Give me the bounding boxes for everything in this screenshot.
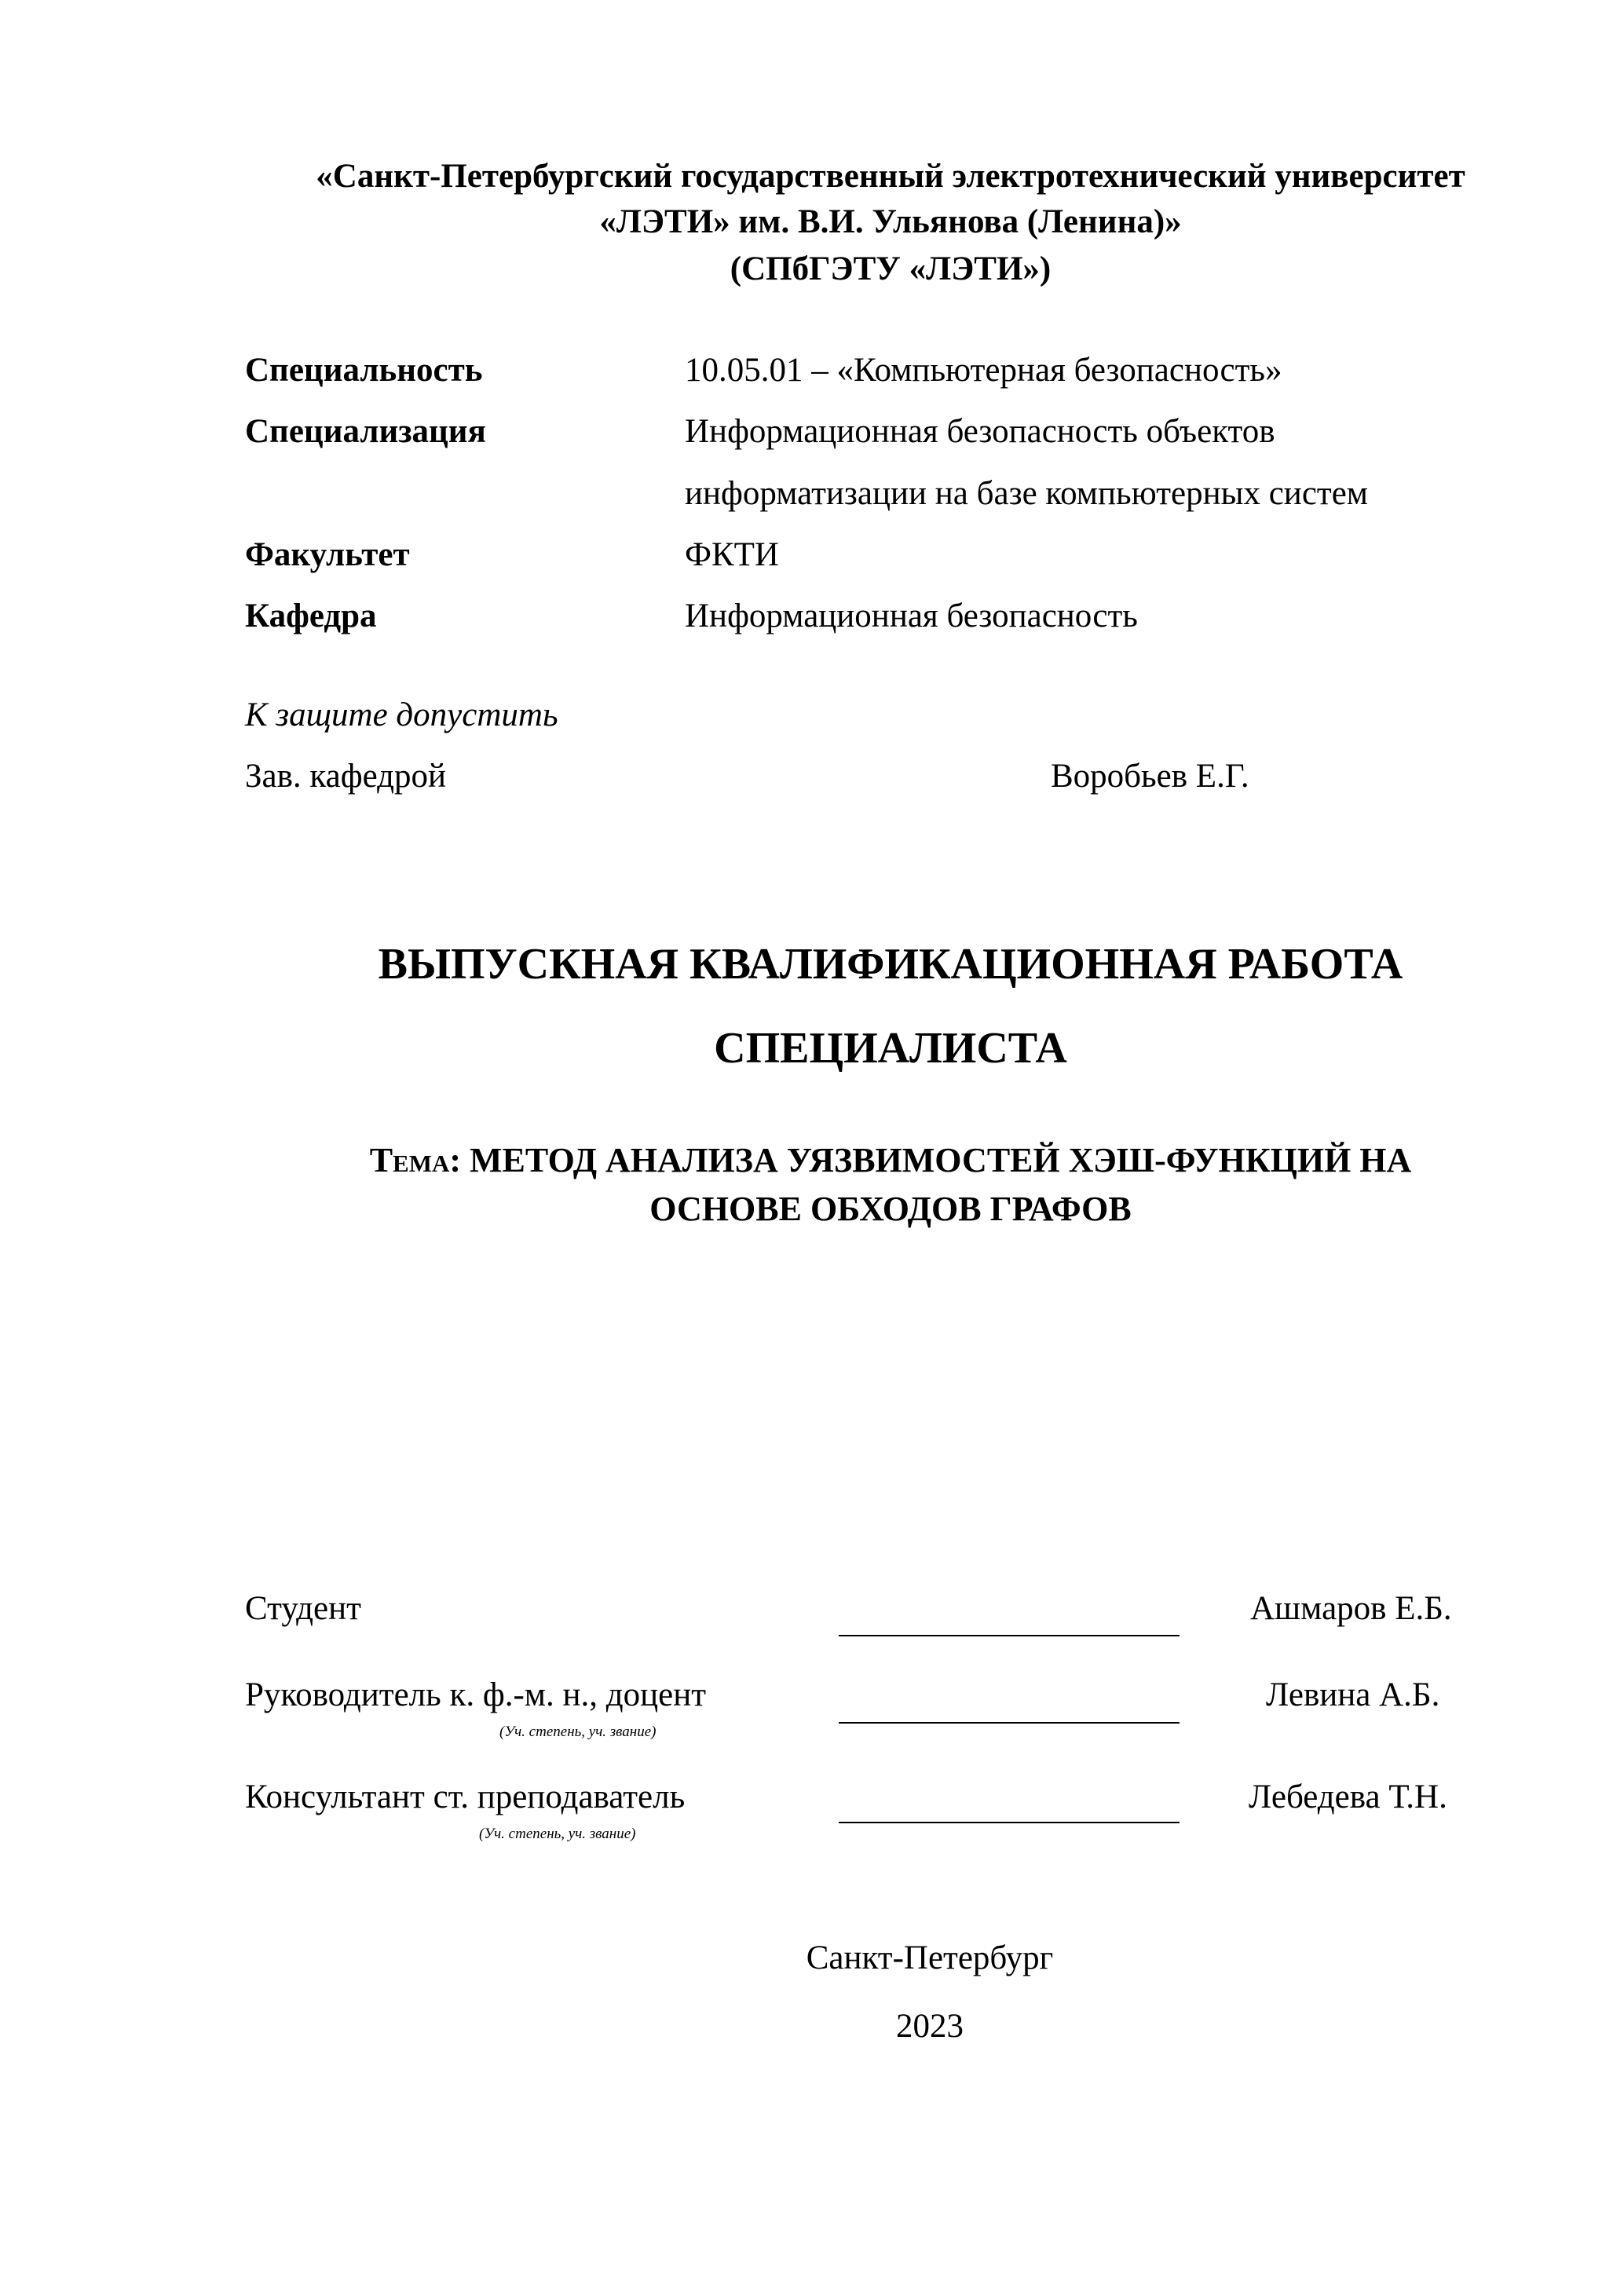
student-signature-line (839, 1635, 1180, 1636)
year: 2023 (896, 2008, 964, 2045)
specialty-value: 10.05.01 – «Компьютерная безопасность» (685, 352, 1282, 389)
city: Санкт-Петербург (806, 1940, 1054, 1976)
supervisor-name: Левина А.Б. (1266, 1676, 1440, 1713)
consultant-role: Консультант ст. преподаватель (245, 1779, 686, 1815)
faculty-label: Факультет (245, 536, 410, 573)
document-title-line-1: ВЫПУСКНАЯ КВАЛИФИКАЦИОННАЯ РАБОТА (378, 940, 1403, 989)
supervisor-role: Руководитель к. ф.-м. н., доцент (245, 1676, 707, 1713)
department-head-name: Воробьев Е.Г. (1051, 758, 1249, 795)
topic-prefix: Тема: (369, 1141, 462, 1179)
university-name-line-2: «ЛЭТИ» им. В.И. Ульянова (Ленина)» (599, 203, 1182, 240)
university-abbreviation: (СПбГЭТУ «ЛЭТИ») (730, 250, 1052, 287)
department-value: Информационная безопасность (685, 598, 1138, 634)
supervisor-signature-line (839, 1722, 1180, 1724)
consultant-name: Лебедева Т.Н. (1249, 1779, 1447, 1815)
department-head-label: Зав. кафедрой (245, 758, 447, 795)
admit-to-defense-text: К защите допустить (245, 696, 558, 733)
department-label: Кафедра (245, 598, 377, 634)
student-name: Ашмаров Е.Б. (1250, 1590, 1452, 1627)
specialization-label: Специализация (245, 413, 486, 450)
faculty-value: ФКТИ (685, 536, 779, 573)
student-role: Студент (245, 1590, 361, 1627)
university-name-line-1: «Санкт-Петербургский государственный электротехнический университет (316, 158, 1465, 195)
topic-line-1 (79, 1139, 1624, 1183)
specialty-label: Специальность (245, 352, 483, 389)
supervisor-degree-note: (Уч. степень, уч. звание) (499, 1724, 657, 1740)
consultant-signature-line (839, 1822, 1180, 1823)
topic-line-2: ОСНОВЕ ОБХОДОВ ГРАФОВ (649, 1190, 1132, 1228)
specialization-value-line-1: Информационная безопасность объектов (685, 413, 1275, 450)
consultant-degree-note: (Уч. степень, уч. звание) (479, 1826, 636, 1842)
specialization-value-line-2: информатизации на базе компьютерных систем (685, 475, 1368, 512)
document-title-line-2: СПЕЦИАЛИСТА (714, 1024, 1067, 1073)
topic-text-line-1: МЕТОД АНАЛИЗА УЯЗВИМОСТЕЙ ХЭШ-ФУНКЦИЙ НА (470, 1141, 1412, 1179)
